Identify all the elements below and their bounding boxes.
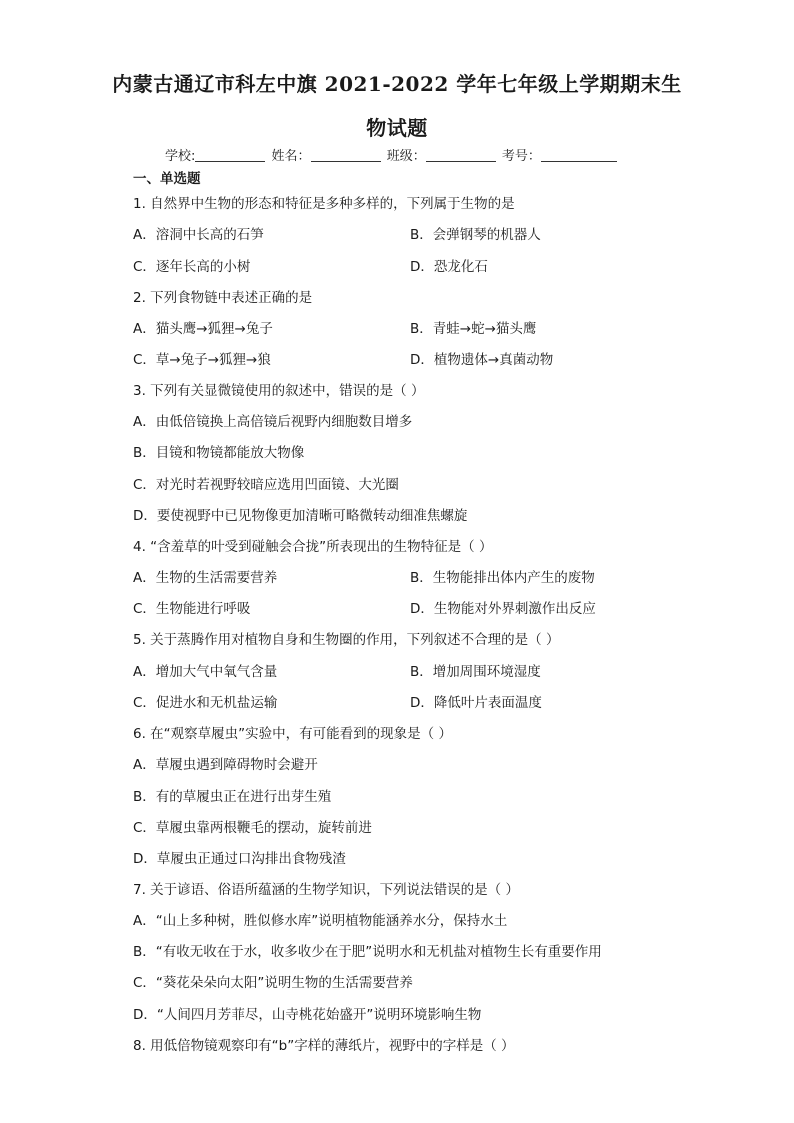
option-b: B．会弹钢琴的机器人 xyxy=(410,227,541,243)
option-b: B．青蛙→蛇→猫头鹰 xyxy=(410,321,537,337)
exam-title-line1: 内蒙古通辽市科左中旗 2021-2022 学年七年级上学期期末生 xyxy=(112,72,682,96)
name-label: 姓名： xyxy=(271,149,311,164)
option-a: A．草履虫遇到障碍物时会避开 xyxy=(133,757,318,773)
name-blank[interactable] xyxy=(311,147,381,162)
option-b: B．“有收无收在于水，收多收少在于肥”说明水和无机盐对植物生长有重要作用 xyxy=(133,944,602,960)
option-c: C．“葵花朵朵向太阳”说明生物的生活需要营养 xyxy=(133,975,413,991)
option-c: C．草履虫靠两根鞭毛的摆动，旋转前进 xyxy=(133,820,372,836)
school-blank[interactable] xyxy=(195,147,265,162)
option-d: D．要使视野中已见物像更加清晰可略微转动细准焦螺旋 xyxy=(133,508,468,524)
option-d: D．生物能对外界刺激作出反应 xyxy=(410,601,596,617)
option-c: C．逐年长高的小树 xyxy=(133,259,251,275)
question-stem: 5. 关于蒸腾作用对植物自身和生物圈的作用，下列叙述不合理的是（ ） xyxy=(133,632,560,648)
option-a: A．生物的生活需要营养 xyxy=(133,570,278,586)
option-b: B．有的草履虫正在进行出芽生殖 xyxy=(133,789,332,805)
exam-title-line2: 物试题 xyxy=(366,116,428,140)
question-stem: 3. 下列有关显微镜使用的叙述中，错误的是（ ） xyxy=(133,383,425,399)
exam-no-blank[interactable] xyxy=(541,147,617,162)
option-a: A．增加大气中氧气含量 xyxy=(133,664,278,680)
question-stem: 6. 在“观察草履虫”实验中，有可能看到的现象是（ ） xyxy=(133,726,452,742)
exam-no-label: 考号： xyxy=(501,149,541,164)
option-d: D．植物遗体→真菌动物 xyxy=(410,352,554,368)
option-d: D．草履虫正通过口沟排出食物残渣 xyxy=(133,851,346,867)
option-b: B．增加周围环境湿度 xyxy=(410,664,541,680)
option-d: D．降低叶片表面温度 xyxy=(410,695,542,711)
question-stem: 1. 自然界中生物的形态和特征是多种多样的，下列属于生物的是 xyxy=(133,196,515,212)
question-stem: 7. 关于谚语、俗语所蕴涵的生物学知识，下列说法错误的是（ ） xyxy=(133,882,519,898)
school-label: 学校: xyxy=(165,149,196,164)
option-d: D．恐龙化石 xyxy=(410,259,488,275)
option-a: A．“山上多种树，胜似修水库”说明植物能涵养水分，保持水土 xyxy=(133,913,508,929)
class-blank[interactable] xyxy=(426,147,496,162)
option-b: B．目镜和物镜都能放大物像 xyxy=(133,445,305,461)
option-b: B．生物能排出体内产生的废物 xyxy=(410,570,595,586)
option-c: C．生物能进行呼吸 xyxy=(133,601,251,617)
question-stem: 2. 下列食物链中表述正确的是 xyxy=(133,290,313,306)
option-d: D．“人间四月芳菲尽，山寺桃花始盛开”说明环境影响生物 xyxy=(133,1007,482,1023)
option-c: C．促进水和无机盐运输 xyxy=(133,695,278,711)
section-heading: 一、单选题 xyxy=(133,171,201,187)
question-stem: 4. “含羞草的叶受到碰触会合拢”所表现出的生物特征是（ ） xyxy=(133,539,493,555)
option-c: C．对光时若视野较暗应选用凹面镜、大光圈 xyxy=(133,477,399,493)
option-c: C．草→兔子→狐狸→狼 xyxy=(133,352,271,368)
option-a: A．溶洞中长高的石笋 xyxy=(133,227,264,243)
question-stem: 8. 用低倍物镜观察印有“b”字样的薄纸片，视野中的字样是（ ） xyxy=(133,1038,515,1054)
option-a: A．猫头鹰→狐狸→兔子 xyxy=(133,321,273,337)
class-label: 班级： xyxy=(386,149,426,164)
option-a: A．由低倍镜换上高倍镜后视野内细胞数目增多 xyxy=(133,414,413,430)
student-info-row xyxy=(165,145,619,164)
